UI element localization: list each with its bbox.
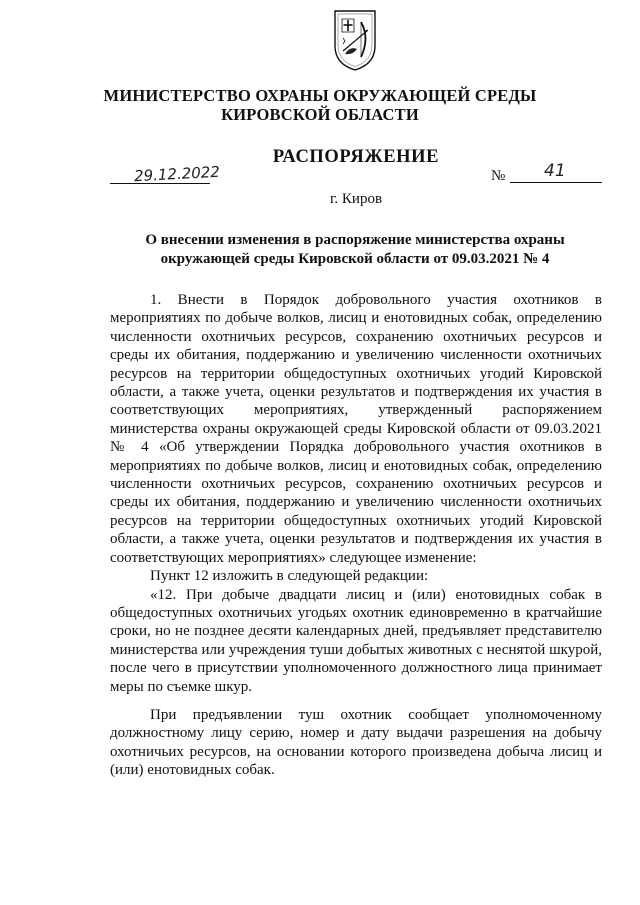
document-type-title: РАСПОРЯЖЕНИЕ: [272, 147, 440, 167]
ministry-name-line-2: КИРОВСКОЙ ОБЛАСТИ: [221, 105, 419, 124]
document-subject: О внесении изменения в распоряжение министерства охраны окружающей среды Кировской области от 09.03.2021 № 4: [145, 232, 565, 267]
number-underline: [510, 182, 602, 183]
kirov-oblast-coat-of-arms-icon: [331, 8, 379, 72]
paragraph-4: При предъявлении туш охотник сообщает уполномоченному должностному лицу серию, номер и дату выдачи разрешения на добычу охотничьих ресурсов, на основании которого произведена добыча лисиц и (или) енотовидных собак.: [110, 706, 602, 779]
document-date-value: 29.12.2022: [133, 162, 221, 186]
ministry-name-line-1: МИНИСТЕРСТВО ОХРАНЫ ОКРУЖАЮЩЕЙ СРЕДЫ: [103, 86, 537, 105]
paragraph-1: 1. Внести в Порядок добровольного участия охотников в мероприятиях по добыче волков, лисиц и енотовидных собак, определению численности охотничьих ресурсов, сохранению охотничьих ресурсов и среды их обитания, поддержанию и увеличению численности охотничьих ресурсов на территории общедоступных охотничьих угодий Кировской области, а также учета, оценки результатов и подтверждения их участия в соответствующих мероприятиях, утвержденный распоряжением министерства охраны окружающей среды Кировской области от 09.03.2021 № 4 «Об утверждении Порядка добровольного участия охотников в мероприятиях по добыче волков, лисиц и енотовидных собак, определению численности охотничьих ресурсов, сохранению охотничьих ресурсов и среды их обитания, поддержанию и увеличению численности охотничьих ресурсов на территории общедоступных охотничьих угодий Кировской области, а также учета, оценки результатов и подтверждения их участия в соответствующих мероприятиях» следующее изменение:: [110, 292, 602, 566]
document-number-field: [510, 160, 602, 186]
number-label: №: [491, 168, 506, 184]
date-underline: [110, 183, 210, 184]
document-body: [110, 291, 602, 780]
document-number-value: 41: [544, 161, 566, 181]
paragraph-3: «12. При добыче двадцати лисиц и (или) енотовидных собак в общедоступных охотничьих угодьях охотник единовременно в кратчайшие сроки, но не позднее десяти календарных дней, предъявляет представителю министерства или учреждения туши добытых животных с неснятой шкурой, после чего в присутствии уполномоченного должностного лица принимает меры по съемке шкур.: [110, 586, 602, 695]
document-date-field: [110, 162, 221, 187]
city-line: г. Киров: [329, 191, 383, 207]
paragraph-2: Пункт 12 изложить в следующей редакции:: [150, 568, 429, 585]
